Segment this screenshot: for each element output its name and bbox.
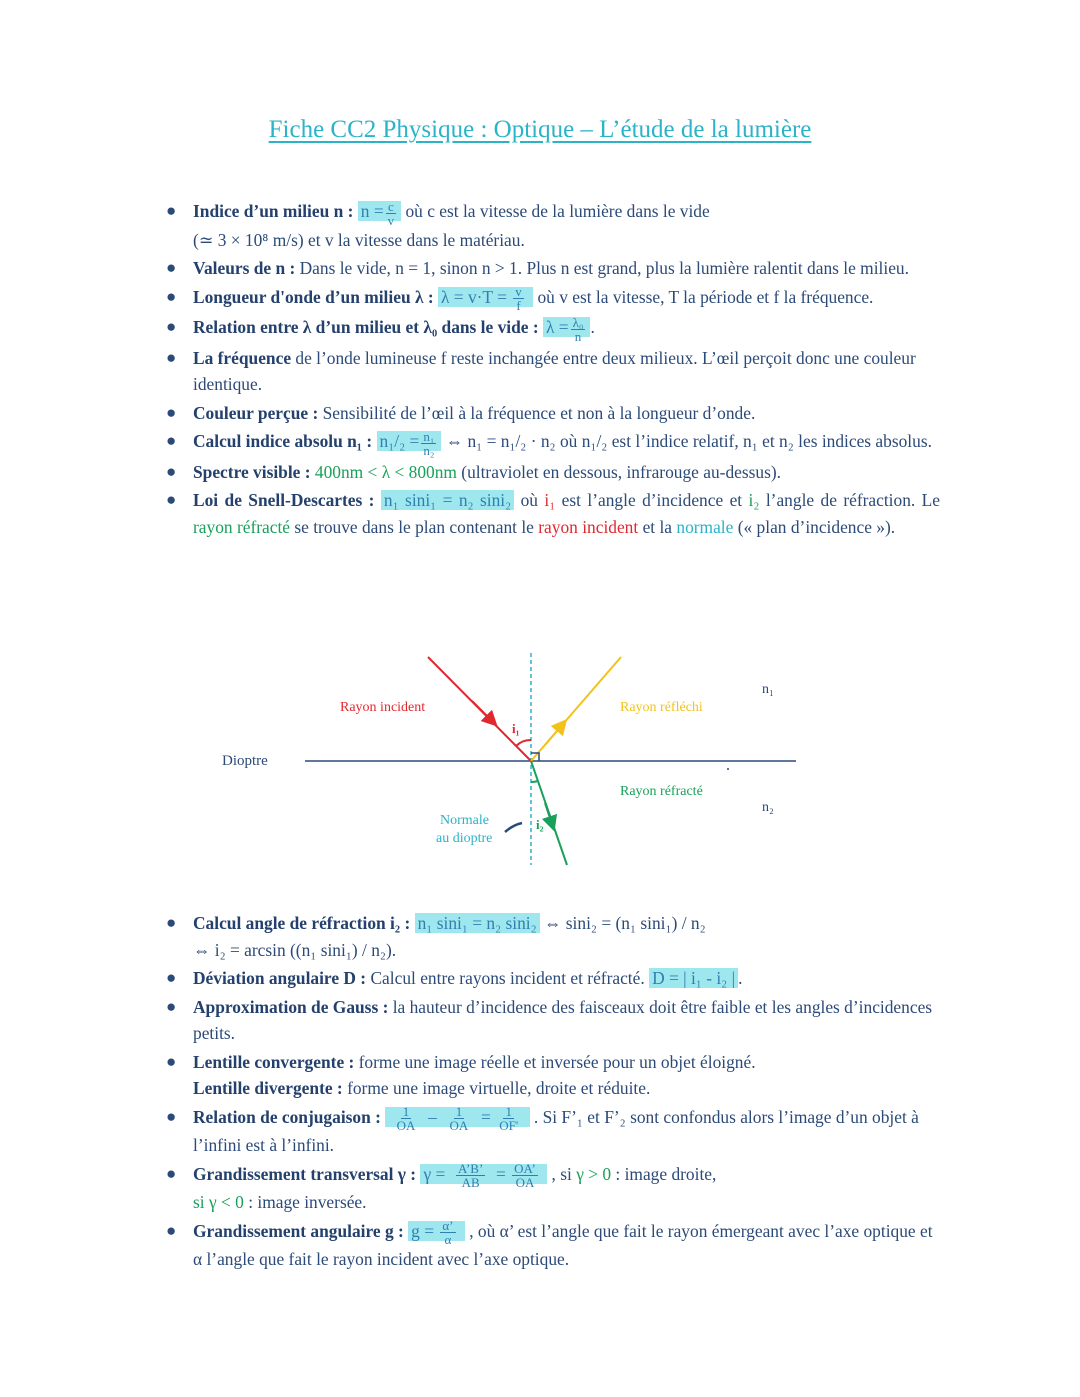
label-n2: n₂ — [762, 800, 774, 815]
list-item-frequence: ● La fréquence de l’onde lumineuse f reste inchangée entre deux milieux. L’œil perçoit donc une couleur identique. — [160, 345, 940, 398]
list-item-angle-refraction: ● Calcul angle de réfraction i₂ : n₁ sini₁ = n₂ sini₂ ⇔ sini₂ = (n₁ sini₁) / n₂ ⇔ i₂ = arcsin ((n₁ sini₁) / n₂). — [160, 910, 940, 963]
label-rayon-reflechi: Rayon réfléchi — [620, 700, 703, 715]
list-item-grandissement-angulaire: ● Grandissement angulaire g : g = $\frac{\alpha’}{\alpha}$ , où α’ est l’angle que fait le rayon émergeant avec l’axe optique et α l’angle que fait le rayon incident avec l’axe optique. — [166, 1218, 933, 1269]
bullet-icon: ● — [166, 461, 177, 481]
label-normale-1: Normale — [440, 813, 489, 828]
label-rayon-incident: Rayon incident — [340, 700, 426, 715]
label-n1: n₁ — [762, 682, 774, 697]
label-normale-2: au dioptre — [436, 831, 493, 846]
bullet-icon: ● — [166, 317, 177, 336]
bullet-icon: ● — [166, 201, 177, 220]
incident-arrow — [472, 701, 492, 721]
formula-relation: λ = $\frac{\text{λ₀}}{n}$ — [543, 317, 590, 337]
list-item-spectre: ● Spectre visible : 400nm < λ < 800nm (ultraviolet en dessous, infrarouge au-dessus). — [160, 459, 940, 486]
list-item-gauss: ● Approximation de Gauss : la hauteur d’incidence des faisceaux doit être faible et les angles d’incidences petits. — [160, 994, 940, 1047]
reflected-ray — [531, 657, 621, 761]
formula-deviation: D = | i₁ - i₂ | — [649, 968, 738, 988]
bullet-icon: ● — [166, 347, 177, 367]
refraction-diagram — [200, 645, 820, 875]
page-title: Fiche CC2 Physique : Optique – L’étude de la lumière — [268, 116, 812, 143]
list-item-calcul-indice: ● Calcul indice absolu n₁ : n₁/₂ = $\frac{\text{n₁}}{\text{n₂}}$ ⇔ n₁ = n₁/₂ · n₂ où n₁/₂ est l’indice relatif, n₁ et n₂ les indices absolus. — [166, 428, 932, 458]
bullet-icon: ● — [166, 1220, 177, 1240]
label-dioptre: Dioptre — [222, 753, 268, 769]
definitions-list-2 — [160, 910, 940, 1275]
bullet-icon: ● — [166, 258, 177, 277]
label-rayon-refracte: Rayon réfracté — [620, 784, 703, 799]
formula-indice: n = $\frac{c}{v}$ — [358, 201, 401, 221]
definitions-list-1 — [160, 198, 940, 542]
bullet-icon: ● — [166, 431, 177, 450]
item-label: Indice d’un milieu n : — [193, 201, 354, 221]
angle-i1-arc — [516, 740, 531, 746]
bullet-icon: ● — [166, 286, 177, 306]
list-item-longueur: ● Longueur d'onde d’un milieu λ : λ = v·T = $\frac{v}{f}$ où v est la vitesse, T la période et f la fréquence. — [166, 284, 874, 313]
list-item-lentilles: ● Lentille convergente : forme une image réelle et inversée pour un objet éloigné. Lentille divergente : forme une image virtuelle, droite et réduite. — [160, 1049, 940, 1102]
formula-grandissement-angulaire: g = $\frac{\alpha’}{\alpha}$ — [408, 1221, 465, 1241]
angle-i2-arc — [531, 781, 538, 782]
bullet-icon: ● — [166, 490, 177, 509]
list-item-snell: ● Loi de Snell-Descartes : n₁ sini₁ = n₂ sini₂ où i₁ est l’angle d’incidence et i₂ l’angle de réfraction. Le rayon réfracté se trouve dans le plan contenant le rayon incident et la normale (« plan d’incidence »). — [160, 487, 940, 540]
formula-snell: n₁ sini₁ = n₂ sini₂ — [381, 490, 514, 510]
formula-calcul-indice: n₁/₂ = $\frac{\text{n₁}}{\text{n₂}}$ — [377, 431, 442, 451]
bullet-icon: ● — [166, 996, 177, 1016]
list-item-conjugaison: ● Relation de conjugaison : $\frac{1}{OA}$ – $\frac{1}{OA}$ = $\frac{1}{OF'}$ . Si F’₁ et F’₂ sont confondus alors l’image d’un objet à l’infini est à l’infini. — [166, 1104, 919, 1155]
formula-longueur: λ = v·T = $\frac{v}{f}$ — [438, 287, 533, 307]
list-item-valeurs: ● Valeurs de n : Dans le vide, n = 1, sinon n > 1. Plus n est grand, plus la lumière ralentit dans le milieu. — [160, 255, 940, 282]
formula-grandissement-transversal: γ = $\frac{A’B’}{AB}$ = $\frac{OA’}{OA}$ — [420, 1164, 547, 1184]
reflected-arrow — [546, 725, 562, 744]
bullet-icon: ● — [166, 402, 177, 422]
label-angle-i1: i₁ — [512, 721, 520, 736]
bullet-icon: ● — [166, 1051, 177, 1071]
list-item-deviation: ● Déviation angulaire D : Calcul entre rayons incident et réfracté. D = | i₁ - i₂ | . — [160, 965, 940, 992]
label-angle-i2: i₂ — [536, 817, 544, 832]
bullet-icon: ● — [166, 913, 177, 932]
normal-pointer — [505, 823, 522, 832]
bullet-icon: ● — [166, 1163, 177, 1183]
list-item-couleur: ● Couleur perçue : Sensibilité de l’œil à la fréquence et non à la longueur d’onde. — [160, 400, 940, 427]
formula-conjugaison: $\frac{1}{OA}$ – $\frac{1}{OA}$ = $\frac{1}{OF'}$ — [385, 1107, 529, 1127]
list-item-relation: ● Relation entre λ d’un milieu et λ₀ dans le vide : λ = $\frac{\text{λ₀}}{n}$ . — [166, 314, 595, 344]
formula-angle-refraction: n₁ sini₁ = n₂ sini₂ — [415, 913, 540, 933]
list-item-indice: ● Indice d’un milieu n : n = $\frac{c}{v}$ où c est la vitesse de la lumière dans le vide (≃ 3 × 10⁸ m/s) et v la vitesse dans le matériau. — [166, 198, 710, 250]
bullet-icon: ● — [166, 1106, 177, 1126]
list-item-grandissement-transversal: ● Grandissement transversal γ : γ = $\frac{A’B’}{AB}$ = $\frac{OA’}{OA}$ , si γ > 0 : image droite, si γ < 0 : image inversée. — [166, 1161, 717, 1212]
refracted-arrow — [545, 803, 552, 824]
bullet-icon: ● — [166, 968, 177, 987]
